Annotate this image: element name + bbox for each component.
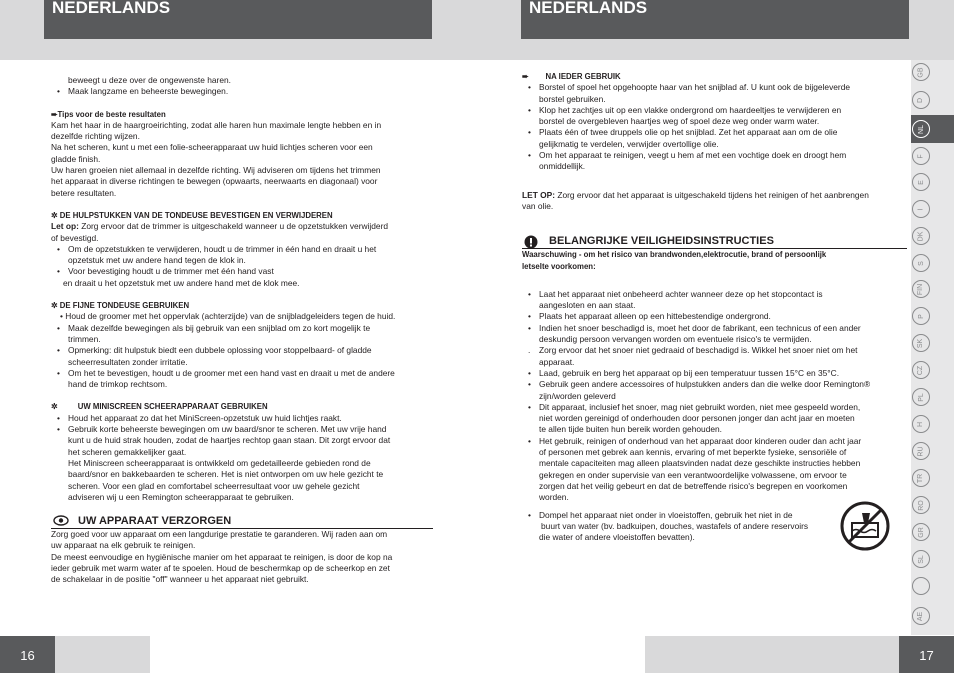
tips-line: Na het scheren, kunt u met een folie-scheerapparaat uw huid lichtjes scheren voor een [51, 142, 373, 153]
list-item-cont: onmiddellijk. [539, 161, 586, 172]
tips-line: Uw haren groeien niet allemaal in dezelfde richting. Wij adviseren om tijdens het trimmen [51, 165, 381, 176]
gear-icon: ✲ [51, 402, 60, 412]
list-item-text: Het gebruik, reinigen of onderhoud van het apparaat door kinderen ouder dan acht jaar [539, 435, 862, 446]
list-item: • Dompel het apparaat niet onder in vloeistoffen, gebruik het niet in de [528, 509, 793, 520]
list-item-text: Maak dezelfde bewegingen als bij gebruik van een snijblad om zo kort mogelijk te [68, 322, 371, 333]
list-item: • Laad, gebruik en berg het apparaat op bij een temperatuur tussen 15°C en 35°C. [528, 367, 840, 378]
list-item-text: Dompel het apparaat niet onder in vloeistoffen, gebruik het niet in de [539, 509, 793, 520]
list-item-text: Laad, gebruik en berg het apparaat op bij een temperatuur tussen 15°C en 35°C. [539, 367, 840, 378]
list-item: • Gebruik korte beheerste bewegingen om uw baard/snor te scheren. Met uw vrije hand [57, 424, 387, 435]
list-item-cont: zorgen dat het veilig gebeurt en dat de betreffende risico's begrepen en voorkomen [539, 480, 848, 491]
attach-heading [51, 210, 433, 221]
list-item: • Plaats één of twee druppels olie op het snijblad. Zet het apparaat aan om de olie [528, 127, 838, 138]
list-item: • Klop het zachtjes uit op een vlakke ondergrond om haardeeltjes te verwijderen en [528, 104, 842, 115]
right-page-number: 17 [899, 636, 954, 673]
list-item-cont: scheren. Voor een glad en comfortabel scheerresultaat voor uw gehele gezicht [68, 480, 360, 491]
list-item: • Houd de groomer met het oppervlak (achterzijde) van de snijbladgeleiders tegen de huid. [60, 311, 396, 322]
list-item: • Maak langzame en beheerste bewegingen. [57, 86, 229, 97]
list-item-text: Maak langzame en beheerste bewegingen. [68, 86, 229, 97]
list-item-text: Dit apparaat, inclusief het snoer, mag niet gebruikt worden, niet mee gespeeld worden, [539, 401, 861, 412]
list-item-cont: baard/snor en bakkebaarden te scheren. Het is niet ontworpen om uw hele gezicht te [68, 469, 384, 480]
let-op-text: Zorg ervoor dat het apparaat is uitgeschakeld tijdens het reinigen of het aanbrengen [555, 189, 869, 200]
list-item-text: Laat het apparaat niet onbeheerd achter wanneer deze op het stopcontact is [539, 288, 823, 299]
care-line: ieder gebruik met warm water af te spoelen. Houd de beschermkap op de scheerkop en zet [51, 562, 390, 573]
tab-gr[interactable]: GR [912, 523, 930, 541]
list-item-text: Om het apparaat te reinigen, veegt u hem af met een vochtige doek en droogt hem [539, 150, 847, 161]
care-heading-text: UW APPARAAT VERZORGEN [78, 515, 232, 528]
right-page-title: NEDERLANDS [521, 0, 909, 39]
tips-line: dezelfde richting wijzen. [51, 131, 140, 142]
tab-ro[interactable]: RO [912, 496, 930, 514]
list-item-text: Voor bevestiging houdt u de trimmer met één hand vast [68, 266, 274, 277]
list-item-cont: trimmen. [68, 333, 101, 344]
arrow-icon: ➨ [51, 109, 58, 119]
left-page-title: NEDERLANDS [44, 0, 432, 39]
care-line: De meest eenvoudige en hygiënische manier om het apparaat te reinigen, is door de kop na [51, 551, 393, 562]
list-item-text: Plaats het apparaat alleen op een hittebestendige ondergrond. [539, 311, 771, 322]
safety-heading-text: BELANGRIJKE VEILIGHEIDSINSTRUCTIES [549, 235, 774, 248]
list-item: . Zorg ervoor dat het snoer niet gedraaid of beschadigd is. Wikkel het snoer niet om het [528, 345, 858, 356]
list-item: • Om het apparaat te reinigen, veegt u hem af met een vochtige doek en droogt hem [528, 150, 847, 161]
na-heading [522, 71, 907, 82]
tab-sl[interactable]: SL [912, 550, 930, 568]
list-item: • Dit apparaat, inclusief het snoer, mag niet gebruikt worden, niet mee gespeeld worden, [528, 401, 861, 412]
na-heading-text: NA IEDER GEBRUIK [545, 72, 621, 81]
tab-p[interactable]: P [912, 307, 930, 325]
let-op-label: Let op: [51, 221, 79, 232]
list-item-cont: adviseren wij u een Remington scheerapparaat te gebruiken. [68, 491, 294, 502]
list-item-cont: aangesloten en aan staat. [539, 300, 636, 311]
list-item: • Borstel of spoel het opgehoopte haar van het snijblad af. U kunt ook de bijgeleverde [528, 82, 851, 93]
list-item-cont: borstel gebruiken. [539, 93, 606, 104]
arrow-icon: ➨ [522, 72, 529, 81]
tab-nl[interactable]: NL [912, 120, 930, 138]
list-item: • Indien het snoer beschadigd is, moet het door de fabrikant, een technicus of een ander [528, 322, 861, 333]
tab-ae[interactable]: AE [912, 607, 930, 625]
list-item: • Om de opzetstukken te verwijderen, houdt u de trimmer in één hand en draait u het [57, 243, 377, 254]
list-item-text: Houd de groomer met het oppervlak (achterzijde) van de snijbladgeleiders tegen de huid. [65, 311, 396, 322]
tab-tr[interactable]: TR [912, 469, 930, 487]
list-item-text: Opmerking: dit hulpstuk biedt een dubbele oplossing voor stoppelbaard- of gladde [68, 345, 372, 356]
tips-line: gladde finish. [51, 153, 101, 164]
list-item-cont: deskundig persoon vervangen worden om eventuele risico's te vermijden. [539, 334, 812, 345]
list-item: • Om het te bevestigen, houdt u de groomer met een hand vast en draait u met de andere [57, 367, 395, 378]
list-item-cont: of personen met gebrek aan kennis, ervaring of met beperkte fysieke, sensoriële of [539, 447, 847, 458]
attach-heading-text: DE HULPSTUKKEN VAN DE TONDEUSE BEVESTIGEN EN VERWIJDEREN [59, 210, 333, 220]
tab-i[interactable]: I [912, 200, 930, 218]
list-item-cont: kunt u de huid strak houden, zodat de haartjes rechtop gaan staan. Dit zorgt ervoor dat [68, 435, 391, 446]
tab-gb[interactable]: GB [912, 63, 930, 81]
gear-icon: ✲ [51, 301, 60, 311]
list-item-text: Houd het apparaat zo dat het MiniScreen-opzetstuk uw huid lichtjes raakt. [68, 412, 342, 423]
tips-heading [51, 109, 433, 120]
list-item-text: Klop het zachtjes uit op een vlakke ondergrond om haardeeltjes te verwijderen en [539, 104, 842, 115]
list-item-text: Zorg ervoor dat het snoer niet gedraaid of beschadigd is. Wikkel het snoer niet om het [539, 345, 858, 356]
list-item-cont: worden. [539, 492, 569, 503]
list-item-cont: niet worden gereinigd of onderhouden door personen jonger dan acht jaar en moeten [539, 413, 855, 424]
text-line: beweegt u deze over de ongewenste haren. [68, 75, 231, 85]
list-item-cont: mentale capaciteiten mag alleen plaatsvinden nadat deze geschikte instructies hebben [539, 458, 861, 469]
tab-s[interactable]: S [912, 254, 930, 272]
language-tabs [911, 60, 954, 635]
eye-icon [53, 515, 69, 530]
tips-heading-text: Tips voor de beste resultaten [57, 109, 166, 119]
list-item-cont: die water of andere vloeistoffen bevatten). [539, 532, 695, 543]
list-item: • Laat het apparaat niet onbeheerd achter wanneer deze op het stopcontact is [528, 288, 823, 299]
safety-heading [522, 234, 907, 249]
care-line: uw apparaat na elk gebruik te reinigen. [51, 540, 196, 551]
list-item-cont: buurt van water (bv. badkuipen, douches, wastafels of andere reservoirs [541, 520, 809, 531]
tab-dk[interactable]: DK [912, 227, 930, 245]
tab-fin[interactable]: FIN [912, 280, 930, 298]
list-item-text: Gebruik korte beheerste bewegingen om uw baard/snor te scheren. Met uw vrije hand [68, 424, 387, 435]
tab-e[interactable]: E [912, 173, 930, 191]
list-item-cont: gekregen en onder supervisie van een verantwoordelijke volwassene, om ervoor te [539, 469, 847, 480]
attach-note [51, 221, 433, 232]
left-column [51, 75, 433, 586]
list-item: • Het gebruik, reinigen of onderhoud van het apparaat door kinderen ouder dan acht jaar [528, 435, 862, 446]
left-page-number: 16 [0, 636, 55, 673]
tips-line: Kam het haar in de haargroeirichting, zodat alle haren hun maximale lengte hebben en in [51, 119, 382, 130]
list-item: • Gebruik geen andere accessoires of hulpstukken anders dan die welke door Remington® [528, 379, 871, 390]
tab-pl[interactable]: PL [912, 388, 930, 406]
list-item-cont: zijn/worden geleverd [539, 390, 616, 401]
care-line: de schakelaar in de positie "off" wanneer u het apparaat niet gebruikt. [51, 574, 309, 585]
list-item: • Houd het apparaat zo dat het MiniScreen-opzetstuk uw huid lichtjes raakt. [57, 412, 342, 423]
right-column [522, 71, 907, 543]
list-item-cont: gelijkmatig te verdelen, verwijder overtollige olie. [539, 138, 719, 149]
list-item-text: Indien het snoer beschadigd is, moet het door de fabrikant, een technicus of een ander [539, 322, 861, 333]
tips-line: betere resultaten. [51, 187, 117, 198]
list-item-cont: opzetstuk met uw andere hand tegen de klok in. [68, 255, 246, 266]
list-item-cont: het scheren gemakkelijker gaat. [68, 446, 187, 457]
tab-cz[interactable]: CZ [912, 361, 930, 379]
list-item-cont: Het Miniscreen scheerapparaat is ontwikkeld om gedetailleerde gebieden rond de [68, 457, 371, 468]
tab-h[interactable]: H [912, 415, 930, 433]
list-item: • Plaats het apparaat alleen op een hittebestendige ondergrond. [528, 311, 771, 322]
warning-line: Waarschuwing - om het risico van brandwonden,elektrocutie, brand of persoonlijk [522, 250, 827, 260]
tab-ru[interactable]: RU [912, 442, 930, 460]
warning-icon [524, 235, 538, 253]
tab-d[interactable]: D [912, 91, 930, 109]
list-item: • Opmerking: dit hulpstuk biedt een dubbele oplossing voor stoppelbaard- of gladde [57, 345, 372, 356]
list-item-cont: hand de trimkop rechtsom. [68, 379, 168, 390]
warning-line: letselte voorkomen: [522, 261, 596, 271]
no-water-icon [840, 501, 890, 551]
list-item-cont: en draait u het opzetstuk met uw andere hand met de klok mee. [63, 277, 300, 288]
list-item-text: Om het te bevestigen, houdt u de groomer met een hand vast en draait u met de andere [68, 367, 395, 378]
list-item: • Voor bevestiging houdt u de trimmer met één hand vast [57, 266, 274, 277]
list-item-text: Om de opzetstukken te verwijderen, houdt u de trimmer in één hand en draait u het [68, 243, 377, 254]
tips-line: het apparaat in diverse richtingen te bewegen (opwaarts, neerwaarts en diagonaal) voor [51, 176, 378, 187]
list-item-text: Plaats één of twee druppels olie op het snijblad. Zet het apparaat aan om de olie [539, 127, 838, 138]
care-heading [51, 514, 433, 529]
list-item: • Maak dezelfde bewegingen als bij gebruik van een snijblad om zo kort mogelijk te [57, 322, 371, 333]
list-item-cont: borstel de overgebleven haartjes weg of spoel deze weg onder warm water. [539, 116, 820, 127]
let-op-label: LET OP: [522, 189, 556, 200]
mini-heading [51, 401, 433, 412]
gear-icon: ✲ [51, 210, 60, 220]
fine-heading [51, 300, 433, 311]
tab-f[interactable]: F [912, 147, 930, 165]
tab-blank[interactable] [912, 577, 930, 595]
list-item-cont: scheerresultaten zonder irritatie. [68, 356, 188, 367]
attach-note-cont: of bevestigd. [51, 232, 99, 243]
list-item-text: Borstel of spoel het opgehoopte haar van het snijblad af. U kunt ook de bijgeleverde [539, 82, 851, 93]
mini-heading-text: UW MINISCREEN SCHEERAPPARAAT GEBRUIKEN [77, 402, 268, 412]
tab-sk[interactable]: SK [912, 334, 930, 352]
let-op-text: Zorg ervoor dat de trimmer is uitgeschakeld wanneer u de opzetstukken verwijderd [78, 221, 389, 232]
list-item-cont: te allen tijde buiten hun bereik worden gehouden. [539, 424, 722, 435]
care-line: Zorg goed voor uw apparaat om een langdurige prestatie te garanderen. Wij raden aan om [51, 529, 388, 540]
let-op-cont: van olie. [522, 200, 554, 211]
let-op-note [522, 190, 907, 201]
list-item-text: Gebruik geen andere accessoires of hulpstukken anders dan die welke door Remington® [539, 379, 871, 390]
list-item-cont: apparaat. [539, 356, 575, 367]
fine-heading-text: DE FIJNE TONDEUSE GEBRUIKEN [59, 301, 190, 311]
